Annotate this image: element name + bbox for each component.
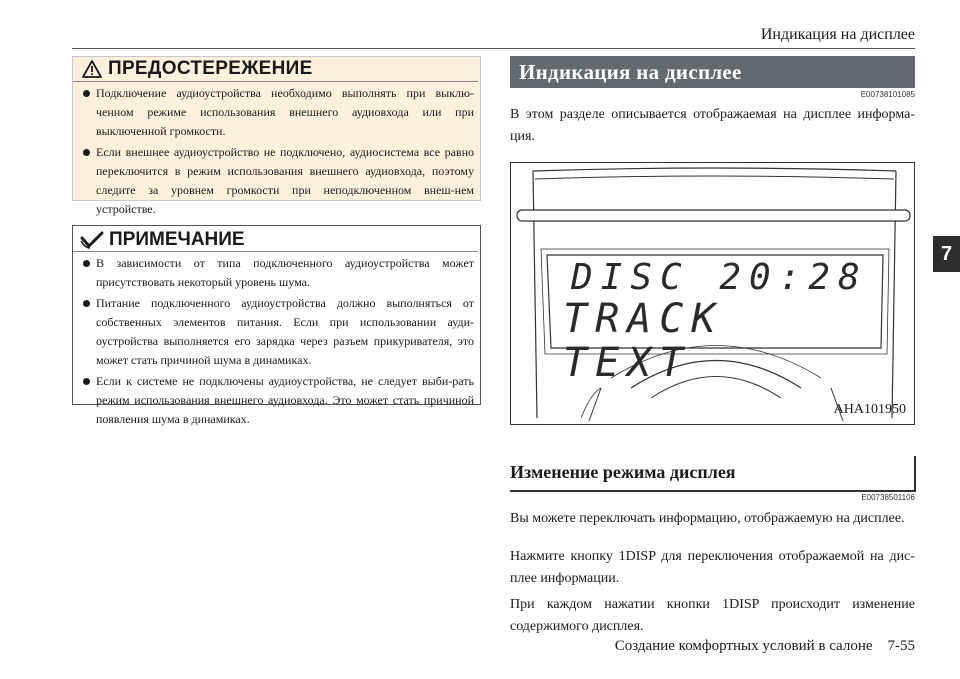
note-list (80, 254, 474, 431)
note-item: Если к системе не подключены аудиоустройства, не следует выби-рать режим использования внешнего аудиовхода. Это может стать причиной появления шума в динамиках. (80, 372, 474, 429)
section-code: E00738101085 (860, 90, 915, 99)
warning-item: Если внешнее аудиоустройство не подключено, аудиосистема все равно переключится в режим использования внешнего аудиовхода, поэтому следите за уровнем громкости при неподключенном внеш-нем устройстве. (80, 143, 474, 219)
display-line-1: DISC 20:28 (571, 257, 868, 298)
note-title-rule (73, 251, 478, 252)
note-item: В зависимости от типа подключенного аудиоустройства может присутствовать некоторый уровень шума. (80, 254, 474, 292)
page-header-title: Индикация на дисплее (760, 26, 915, 43)
note-heading (80, 229, 245, 251)
header-divider (72, 48, 915, 49)
chapter-tab: 7 (933, 236, 960, 272)
warning-triangle-icon (82, 60, 102, 78)
display-line-2: TRACK TEXT (563, 296, 724, 386)
section-title: Индикация на дисплее (510, 56, 915, 88)
warning-list (80, 84, 474, 221)
note-title: ПРИМЕЧАНИЕ (109, 229, 245, 250)
subsection-paragraph: Вы можете переключать информацию, отображаемую на дисплее. (510, 511, 905, 526)
section-text: В этом разделе описывается отображаемая на дисплее информа-ция. (510, 107, 915, 144)
warning-heading (82, 58, 313, 80)
page-footer: Создание комфортных условий в салоне 7-55 (614, 638, 915, 654)
subsection-rule-bottom (510, 490, 915, 492)
display-illustration (510, 162, 915, 425)
note-item: Питание подключенного аудиоустройства должно выполняться от собственных элементов питания. Если при использовании ауди-оустройства выполняется его зарядка через разъем прикуривателя, это может стать причиной шума в динамиках. (80, 294, 474, 370)
note-check-icon (80, 231, 104, 249)
subsection-paragraph: При каждом нажатии кнопки 1DISP происходит изменение содержимого дисплея. (510, 597, 915, 634)
subsection-paragraph: Нажмите кнопку 1DISP для переключения отображаемой на дис-плее информации. (510, 549, 915, 586)
warning-title: ПРЕДОСТЕРЕЖЕНИЕ (108, 58, 313, 79)
subsection-title: Изменение режима дисплея (510, 462, 736, 482)
warning-item: Подключение аудиоустройства необходимо выполнять при выклю-ченном режиме использования внешнего аудиовхода или при выключенной громкости. (80, 84, 474, 141)
subsection-rule-right (914, 456, 916, 492)
subsection-code: E00738501106 (861, 493, 915, 502)
warning-title-rule (73, 81, 478, 82)
figure-label: AHA101950 (833, 402, 906, 417)
